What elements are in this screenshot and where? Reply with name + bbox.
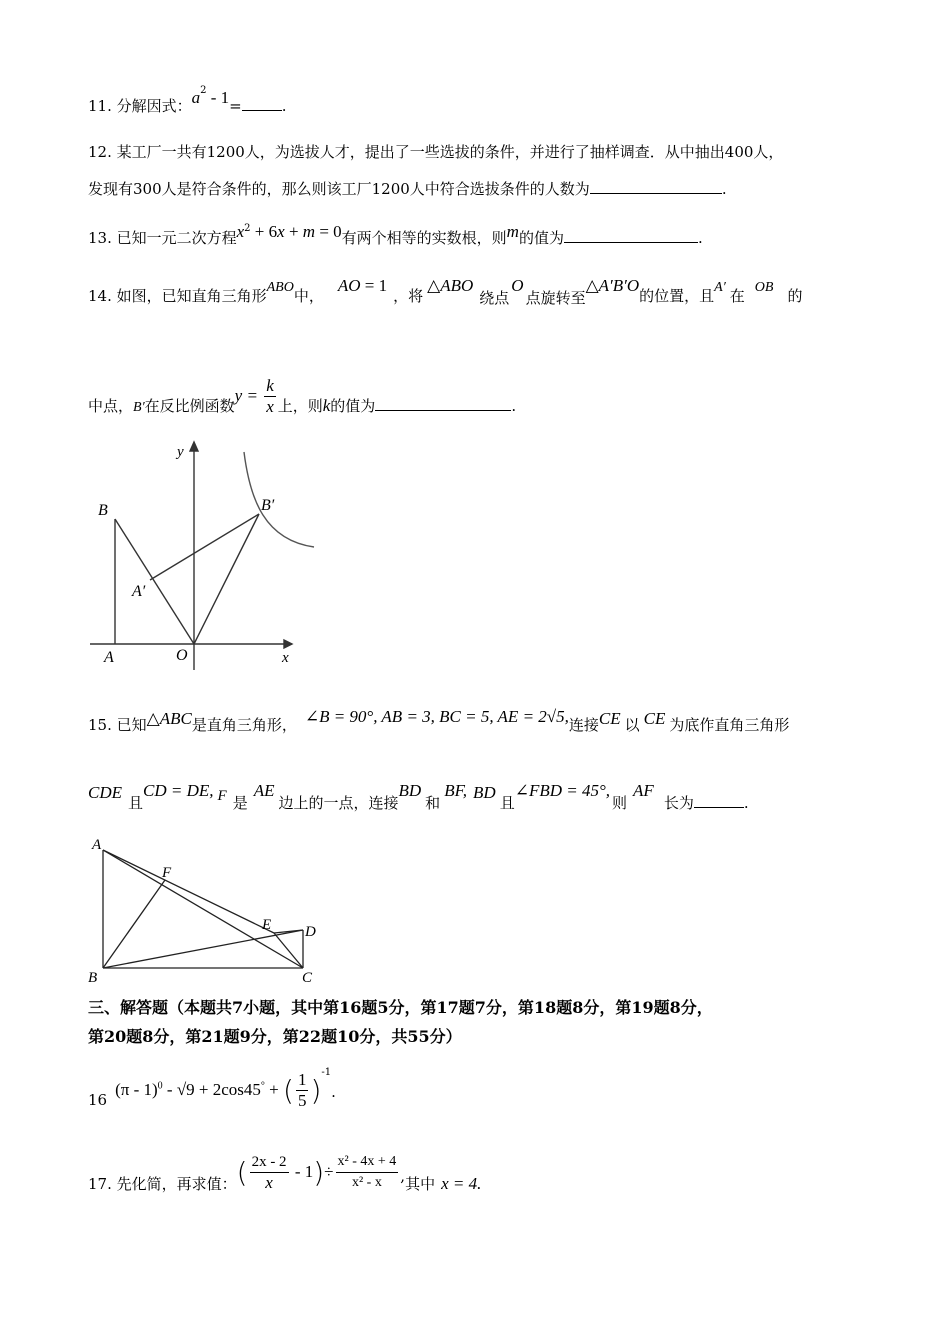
q11-expr-rest: - 1 <box>206 88 230 107</box>
question-16 <box>88 1058 336 1114</box>
section-3-heading-line2: 第20题8分，第21题9分，第22题10分，共55分） <box>88 1027 462 1046</box>
q11-equals: = <box>229 97 242 115</box>
q14-zai: 在 <box>729 287 745 305</box>
q17-denominator2: x² - x <box>351 1175 382 1190</box>
question-14-line1 <box>88 276 803 309</box>
q15-ang: ∠FBD = 45°, <box>514 781 611 800</box>
q15-he: 和 <box>425 794 441 812</box>
label-c: C <box>302 970 313 986</box>
figure-15 <box>85 830 325 990</box>
q16-lparen: ( <box>283 1073 294 1107</box>
q15-ce: CE <box>598 709 621 728</box>
question-12-line2 <box>88 178 727 200</box>
q13-number: 13. 已知一元二次方程 <box>88 229 237 247</box>
q15-wei: 为底作直角三角形 <box>669 716 790 734</box>
q16-fraction <box>296 1070 309 1111</box>
q14-mid: 中点， <box>88 396 134 415</box>
q15-tri: △ABC <box>146 709 192 728</box>
q11-var-a: a <box>191 88 201 107</box>
q17-fraction2 <box>336 1152 399 1193</box>
q15-ce2: CE <box>643 709 666 728</box>
q16-end: . <box>331 1082 336 1101</box>
q17-qizhong: 其中 <box>405 1174 436 1193</box>
q16-sup0: 0 <box>157 1079 163 1091</box>
question-12-line1: 12. 某工厂一共有1200人，为选拔人才，提出了一些选拔的条件，并进行了抽样调查．从中抽出400人， <box>88 143 784 161</box>
q17-numerator2: x² - 4x + 4 <box>336 1152 399 1173</box>
segment-ec <box>274 933 303 968</box>
q17-comma: , <box>400 1166 406 1185</box>
q14-y-eq: y = <box>234 385 263 405</box>
q14-k: k <box>322 395 331 415</box>
q11-number: 11. 分解因式： <box>88 97 192 115</box>
q13-exp: 2 <box>244 223 251 234</box>
label-a: A <box>92 837 102 853</box>
q16-expr1: (π - 1) <box>115 1079 158 1099</box>
q14-x-denominator: x <box>266 397 274 416</box>
question-13 <box>88 224 703 249</box>
segment-bo <box>115 519 194 644</box>
q15-bd2: BD <box>473 783 496 802</box>
q14-o: O <box>511 276 524 295</box>
question-11 <box>88 85 287 117</box>
q15-cde: CDE <box>88 783 122 802</box>
q16-number: 16 <box>88 1090 108 1109</box>
q14-ao: AO <box>337 276 361 295</box>
q11-exponent: 2 <box>200 85 207 96</box>
label-y: y <box>177 444 184 460</box>
q14-tri2: △A′B′O <box>585 276 640 295</box>
question-15-line1 <box>88 707 790 736</box>
q16-denominator: 5 <box>297 1091 307 1110</box>
q15-f: F <box>217 788 227 804</box>
segment-ac <box>103 850 303 968</box>
q14-shang: 上，则 <box>277 396 323 415</box>
segment-bf <box>103 880 165 968</box>
q15-end: . <box>743 794 749 812</box>
q15-af: AF <box>633 781 654 800</box>
label-x: x <box>282 650 289 666</box>
q14-fraction <box>264 376 276 417</box>
q15-qie: 且 <box>128 794 144 812</box>
q13-x2: x <box>277 222 285 241</box>
q13-tail: = 0 <box>315 222 342 241</box>
q17-number: 17. 先化简，再求值： <box>88 1174 237 1193</box>
q16-rparen: ) <box>310 1073 322 1107</box>
q15-bd: BD <box>398 781 422 800</box>
question-14-line2 <box>88 368 517 416</box>
q13-answer-blank[interactable] <box>564 228 698 243</box>
q17-denominator1: x <box>265 1173 273 1192</box>
label-e: E <box>262 917 272 933</box>
q14-zhong: 中， <box>293 287 324 305</box>
q16-plus: + <box>264 1079 284 1099</box>
segment-ae <box>103 850 274 933</box>
hyperbola-curve <box>244 452 314 547</box>
q14-jiang: ，将 <box>393 287 424 305</box>
segment-bd <box>103 930 303 968</box>
q12-end: . <box>721 180 727 198</box>
y-axis-arrow <box>190 442 198 451</box>
label-a: A <box>104 649 114 666</box>
label-b: B <box>88 970 98 986</box>
q14-ao-val: = 1 <box>360 276 388 295</box>
q16-expr2: - √9 + 2cos45 <box>162 1079 261 1099</box>
q14-de: 的 <box>787 287 803 305</box>
q13-text3: 的值为 <box>518 229 564 247</box>
q15-cond: ∠B = 90°, AB = 3, BC = 5, AE = 2√5, <box>304 707 569 726</box>
q11-answer-blank[interactable] <box>242 96 282 111</box>
q15-shi: 是 <box>232 794 248 812</box>
q14-end: . <box>511 396 517 415</box>
q15-lian: 连接 <box>568 716 599 734</box>
q15-yi: 以 <box>624 716 640 734</box>
q14-answer-blank[interactable] <box>375 396 511 411</box>
q17-minus1: - 1 <box>290 1161 314 1181</box>
q15-rt: 是直角三角形， <box>191 716 297 734</box>
q14-pos: 的位置，且 <box>639 287 715 305</box>
label-b1: B′ <box>261 497 275 514</box>
q16-deg: ° <box>260 1079 265 1091</box>
q14-val: 的值为 <box>330 396 376 415</box>
section-3-heading-line1: 三、解答题（本题共7小题，其中第16题5分，第17题7分，第18题8分，第19题8分， <box>88 998 713 1017</box>
q17-lparen: ( <box>236 1155 248 1189</box>
q15-chang: 长为 <box>663 794 694 812</box>
label-a1: A′ <box>132 583 146 600</box>
label-f: F <box>162 865 172 881</box>
q15-number: 15. 已知 <box>88 716 147 734</box>
q13-m: m <box>302 222 316 241</box>
q17-rparen: ) <box>313 1155 325 1189</box>
q12-answer-blank[interactable] <box>590 179 722 194</box>
label-d: D <box>305 924 316 940</box>
q14-ob: OB <box>754 280 774 295</box>
q11-end: . <box>281 97 287 115</box>
q14-rot: 点旋转至 <box>525 289 586 307</box>
q16-supm1: -1 <box>321 1066 332 1078</box>
q15-bf: BF, <box>444 781 468 800</box>
q14-k-numerator: k <box>266 376 274 395</box>
q15-qie2: 且 <box>499 794 515 812</box>
q14-fan: 在反比例函数 <box>144 396 235 415</box>
q17-div: ÷ <box>324 1161 334 1181</box>
q16-numerator: 1 <box>297 1070 307 1089</box>
q15-ze: 则 <box>612 794 628 812</box>
q14-b1: B′ <box>133 399 145 415</box>
label-b: B <box>98 502 108 519</box>
q14-rao: 绕点 <box>479 289 510 307</box>
q15-cd: CD = DE, <box>143 781 214 800</box>
label-o: O <box>176 647 188 664</box>
q17-fraction1 <box>250 1152 289 1193</box>
q14-abo: ABO <box>266 280 294 295</box>
q15-ae: AE <box>253 781 275 800</box>
q17-numerator1: 2x - 2 <box>250 1152 289 1173</box>
figure-14 <box>85 435 335 675</box>
q16-expression <box>115 1080 283 1099</box>
q13-text2: 有两个相等的实数根，则 <box>341 229 507 247</box>
x-axis-arrow <box>284 640 292 648</box>
q13-mid: + 6 <box>250 222 278 241</box>
q13-m2: m <box>506 222 519 241</box>
q17-xval: x = 4. <box>441 1173 482 1193</box>
q13-end: . <box>697 229 703 247</box>
q14-tri: △ABO <box>427 276 474 295</box>
question-17 <box>88 1142 481 1192</box>
q12-text: 发现有300人是符合条件的，那么则该工厂1200人中符合选拔条件的人数为 <box>88 180 590 198</box>
question-15-line2 <box>88 781 749 812</box>
q14-a1: A′ <box>714 280 726 295</box>
q14-number: 14. 如图，已知直角三角形 <box>88 287 267 305</box>
q13-plus: + <box>284 222 303 241</box>
q13-x: x <box>236 222 245 241</box>
q15-bian: 边上的一点，连接 <box>278 794 399 812</box>
q15-answer-blank[interactable] <box>694 793 744 808</box>
